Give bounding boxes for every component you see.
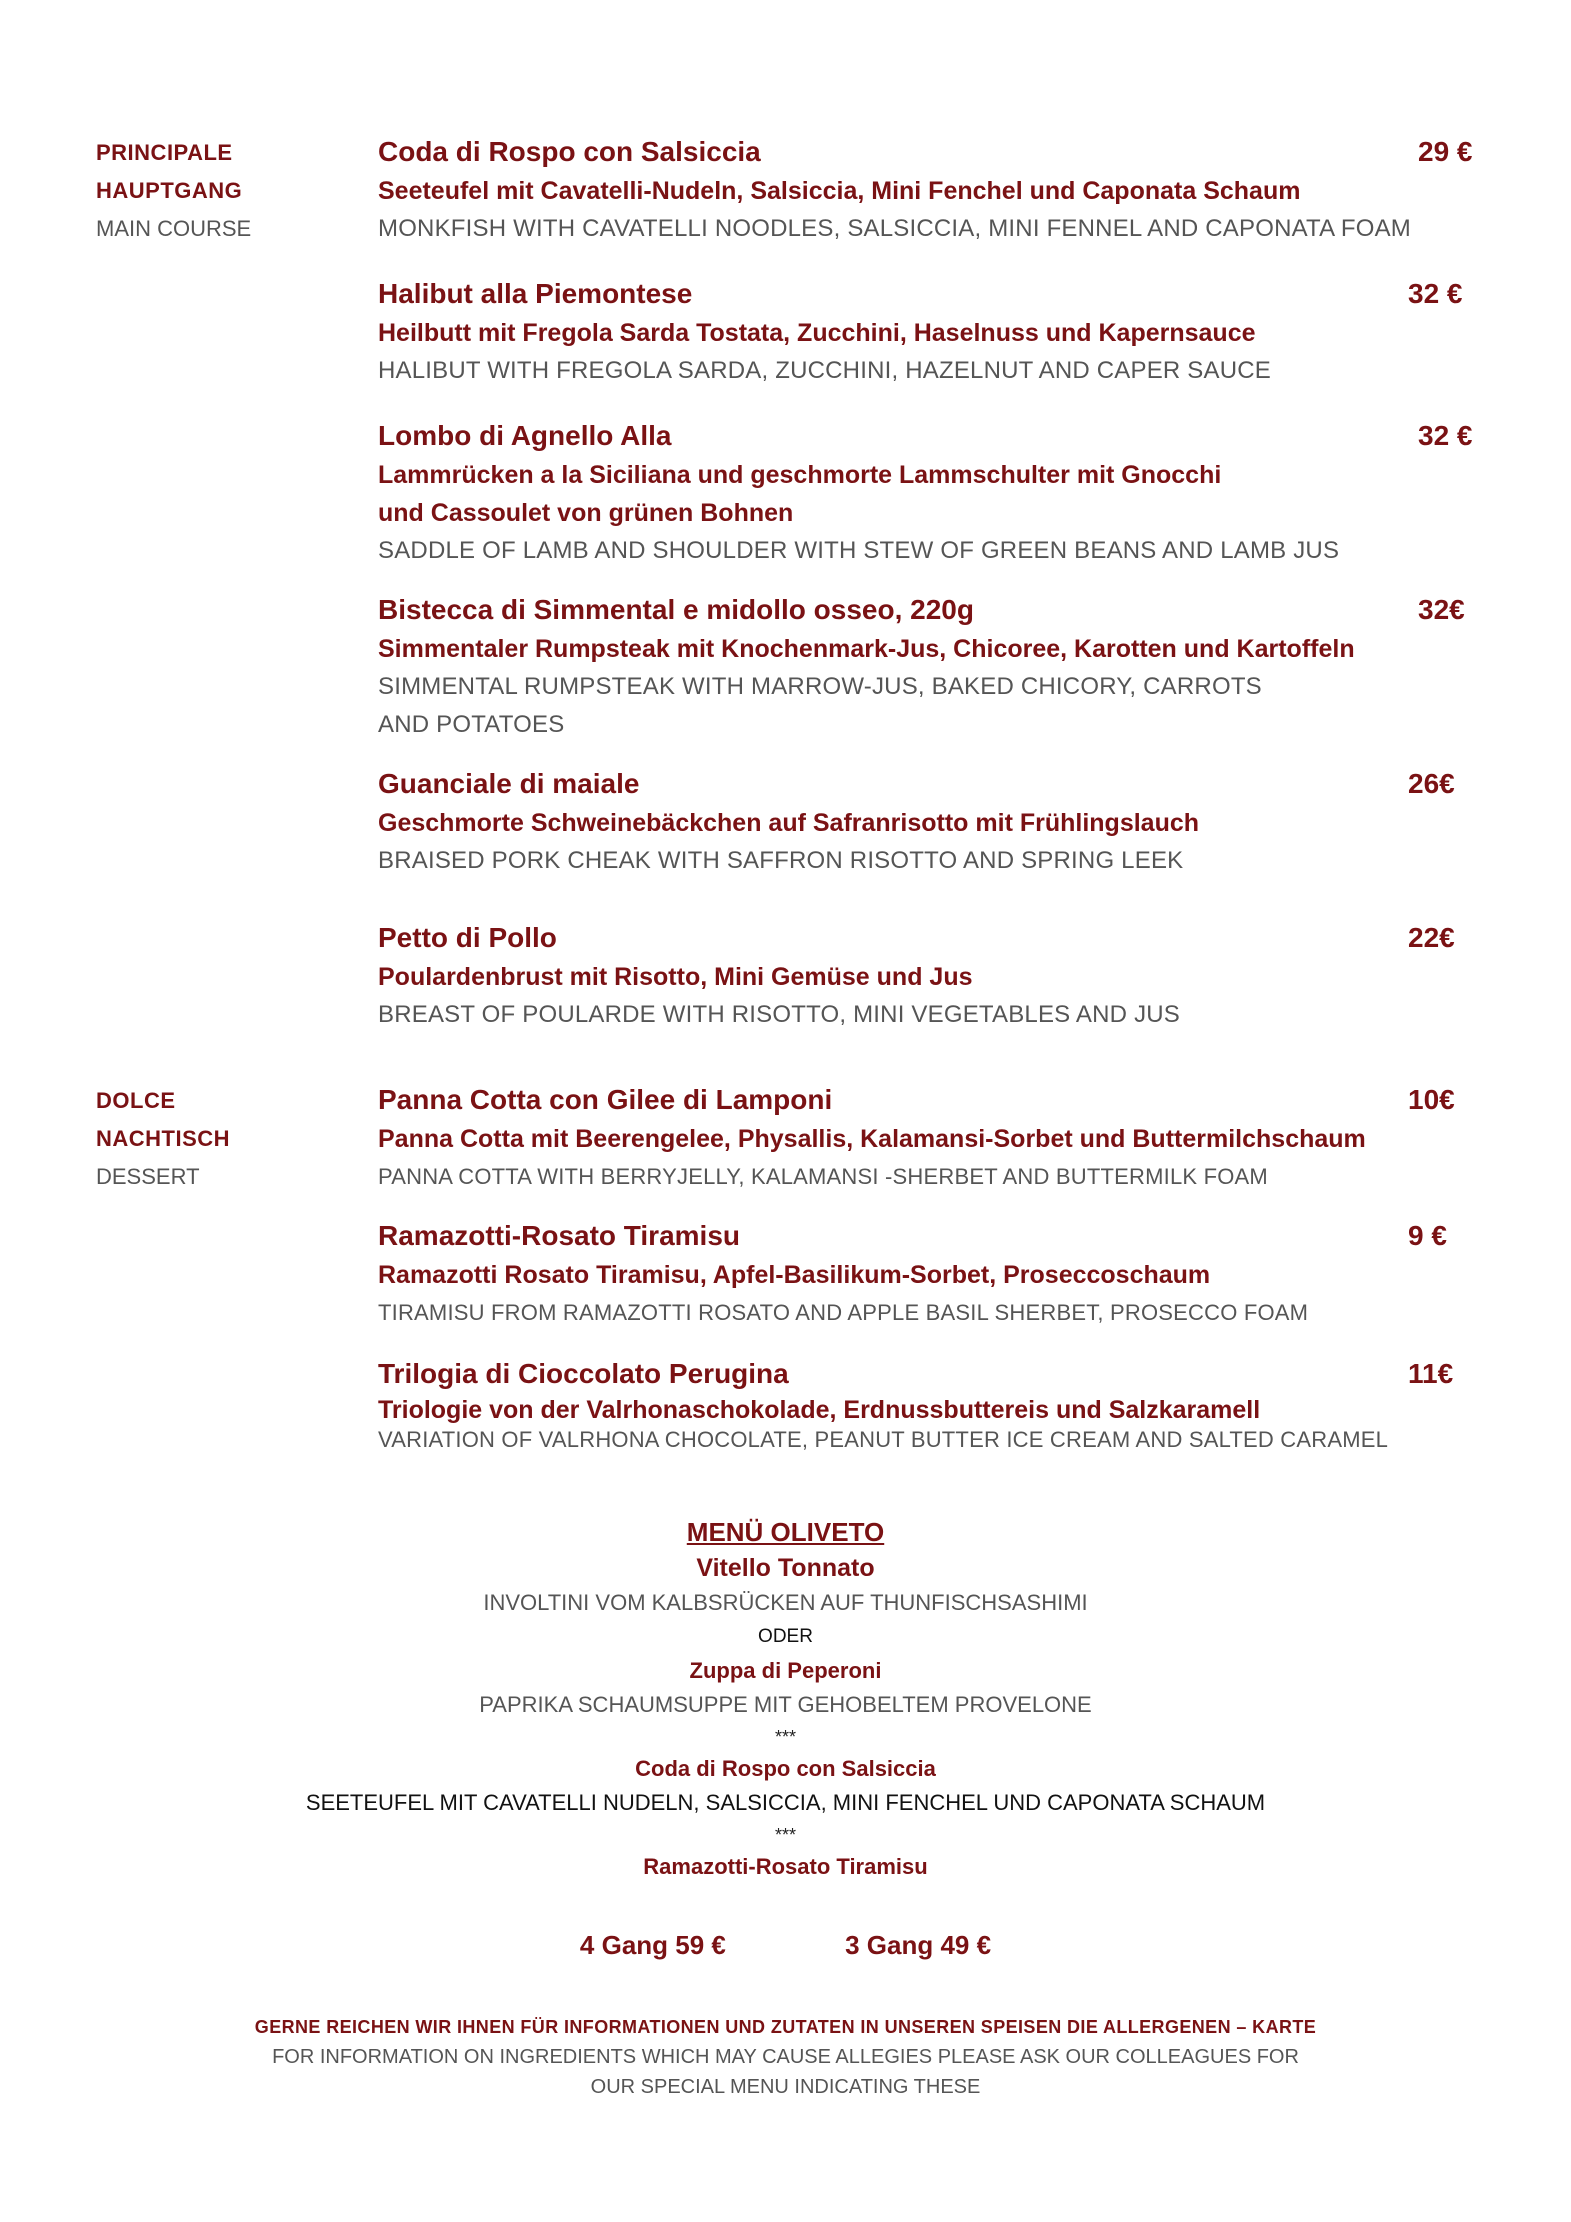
dish-description-en: PANNA COTTA WITH BERRYJELLY, KALAMANSI -SHERBET AND BUTTERMILK FOAM bbox=[378, 1164, 1268, 1189]
section-label-en: MAIN COURSE bbox=[96, 216, 252, 241]
set-menu-description: INVOLTINI VOM KALBSRÜCKEN AUF THUNFISCHSASHIMI bbox=[483, 1590, 1088, 1615]
dish-description-en: BREAST OF POULARDE WITH RISOTTO, MINI VEGETABLES AND JUS bbox=[378, 1001, 1181, 1028]
dish-description-en: BRAISED PORK CHEAK WITH SAFFRON RISOTTO AND SPRING LEEK bbox=[378, 847, 1184, 874]
dish-description-de: Triologie von der Valrhonaschokolade, Erdnussbuttereis und Salzkaramell bbox=[378, 1396, 1261, 1424]
dish-price: 26€ bbox=[1408, 768, 1455, 799]
set-menu-description: SEETEUFEL MIT CAVATELLI NUDELN, SALSICCIA, MINI FENCHEL UND CAPONATA SCHAUM bbox=[305, 1790, 1266, 1815]
dish-description-en: HALIBUT WITH FREGOLA SARDA, ZUCCHINI, HAZELNUT AND CAPER SAUCE bbox=[378, 357, 1271, 384]
dish-description-de: Heilbutt mit Fregola Sarda Tostata, Zucchini, Haselnuss und Kapernsauce bbox=[378, 319, 1256, 347]
section-label-dessert bbox=[96, 1082, 346, 1196]
menu-item bbox=[378, 590, 1498, 744]
dish-name: Halibut alla Piemontese bbox=[378, 278, 693, 309]
dish-price: 32€ bbox=[1418, 594, 1465, 625]
dish-description-de: Panna Cotta mit Beerengelee, Physallis, Kalamansi-Sorbet und Buttermilchschaum bbox=[378, 1125, 1366, 1153]
dish-description-en: AND POTATOES bbox=[378, 711, 565, 738]
section-label-it: PRINCIPALE bbox=[96, 140, 233, 165]
set-menu-or: ODER bbox=[758, 1626, 813, 1647]
section-label-it: DOLCE bbox=[96, 1088, 176, 1113]
menu-item bbox=[378, 1080, 1498, 1196]
dish-name: Guanciale di maiale bbox=[378, 768, 640, 799]
set-menu bbox=[0, 1514, 1571, 1884]
dish-description-de: und Cassoulet von grünen Bohnen bbox=[378, 499, 794, 527]
dish-description-en: MONKFISH WITH CAVATELLI NOODLES, SALSICCIA, MINI FENNEL AND CAPONATA FOAM bbox=[378, 215, 1411, 242]
set-menu-separator: *** bbox=[774, 1727, 796, 1747]
dish-description-de: Seeteufel mit Cavatelli-Nudeln, Salsiccia, Mini Fenchel und Caponata Schaum bbox=[378, 177, 1301, 205]
dish-description-de: Poulardenbrust mit Risotto, Mini Gemüse und Jus bbox=[378, 963, 973, 991]
dish-name: Coda di Rospo con Salsiccia bbox=[378, 136, 761, 167]
section-label-de: NACHTISCH bbox=[96, 1126, 231, 1151]
footer-note-en: OUR SPECIAL MENU INDICATING THESE bbox=[590, 2076, 981, 2098]
dish-description-de: Simmentaler Rumpsteak mit Knochenmark-Jus, Chicoree, Karotten und Kartoffeln bbox=[378, 635, 1355, 663]
dish-description-en: VARIATION OF VALRHONA CHOCOLATE, PEANUT BUTTER ICE CREAM AND SALTED CARAMEL bbox=[378, 1427, 1389, 1452]
set-menu-dish: Coda di Rospo con Salsiccia bbox=[635, 1756, 936, 1781]
menu-item bbox=[378, 1216, 1498, 1332]
dish-name: Lombo di Agnello Alla bbox=[378, 420, 672, 451]
dish-price: 29 € bbox=[1418, 136, 1473, 167]
dish-price: 11€ bbox=[1408, 1358, 1454, 1389]
section-label-main bbox=[96, 134, 346, 248]
section-label-de: HAUPTGANG bbox=[96, 178, 243, 203]
dish-name: Ramazotti-Rosato Tiramisu bbox=[378, 1220, 740, 1251]
dish-description-en: TIRAMISU FROM RAMAZOTTI ROSATO AND APPLE BASIL SHERBET, PROSECCO FOAM bbox=[378, 1300, 1309, 1325]
menu-item bbox=[378, 918, 1498, 1034]
set-menu-title: MENÜ OLIVETO bbox=[686, 1517, 885, 1547]
dish-description-en: SADDLE OF LAMB AND SHOULDER WITH STEW OF GREEN BEANS AND LAMB JUS bbox=[378, 537, 1340, 564]
set-menu-dish: Vitello Tonnato bbox=[696, 1554, 875, 1582]
set-menu-prices bbox=[0, 1930, 1571, 1961]
section-label-en: DESSERT bbox=[96, 1164, 200, 1189]
dish-price: 32 € bbox=[1408, 278, 1463, 309]
allergen-footer bbox=[0, 2012, 1571, 2102]
dish-name: Panna Cotta con Gilee di Lamponi bbox=[378, 1084, 833, 1115]
menu-item bbox=[378, 764, 1498, 880]
set-menu-separator: *** bbox=[774, 1825, 796, 1845]
set-menu-description: PAPRIKA SCHAUMSUPPE MIT GEHOBELTEM PROVELONE bbox=[479, 1692, 1092, 1717]
footer-note-de: GERNE REICHEN WIR IHNEN FÜR INFORMATIONEN UND ZUTATEN IN UNSEREN SPEISEN DIE ALLERGENEN – KARTE bbox=[254, 2017, 1317, 2037]
dish-description-de: Ramazotti Rosato Tiramisu, Apfel-Basilikum-Sorbet, Proseccoschaum bbox=[378, 1261, 1211, 1289]
dish-description-de: Lammrücken a la Siciliana und geschmorte Lammschulter mit Gnocchi bbox=[378, 461, 1222, 489]
menu-item bbox=[378, 1354, 1498, 1454]
menu-item bbox=[378, 416, 1498, 570]
dish-price: 32 € bbox=[1418, 420, 1473, 451]
menu-item bbox=[378, 274, 1498, 390]
dish-description-en: SIMMENTAL RUMPSTEAK WITH MARROW-JUS, BAKED CHICORY, CARROTS bbox=[378, 673, 1262, 700]
price-4-course: 4 Gang 59 € bbox=[579, 1930, 726, 1960]
set-menu-dish: Zuppa di Peperoni bbox=[689, 1658, 882, 1683]
dish-name: Trilogia di Cioccolato Perugina bbox=[378, 1358, 789, 1389]
dish-price: 22€ bbox=[1408, 922, 1455, 953]
set-menu-dish: Ramazotti-Rosato Tiramisu bbox=[643, 1854, 928, 1879]
footer-note-en: FOR INFORMATION ON INGREDIENTS WHICH MAY CAUSE ALLEGIES PLEASE ASK OUR COLLEAGUES FOR bbox=[272, 2046, 1299, 2068]
dish-name: Bistecca di Simmental e midollo osseo, 220g bbox=[378, 594, 974, 625]
dish-price: 9 € bbox=[1408, 1220, 1447, 1251]
dish-description-de: Geschmorte Schweinebäckchen auf Safranrisotto mit Frühlingslauch bbox=[378, 809, 1200, 837]
price-3-course: 3 Gang 49 € bbox=[845, 1930, 992, 1960]
dish-name: Petto di Pollo bbox=[378, 922, 557, 953]
menu-item bbox=[378, 132, 1498, 248]
dish-price: 10€ bbox=[1408, 1084, 1455, 1115]
